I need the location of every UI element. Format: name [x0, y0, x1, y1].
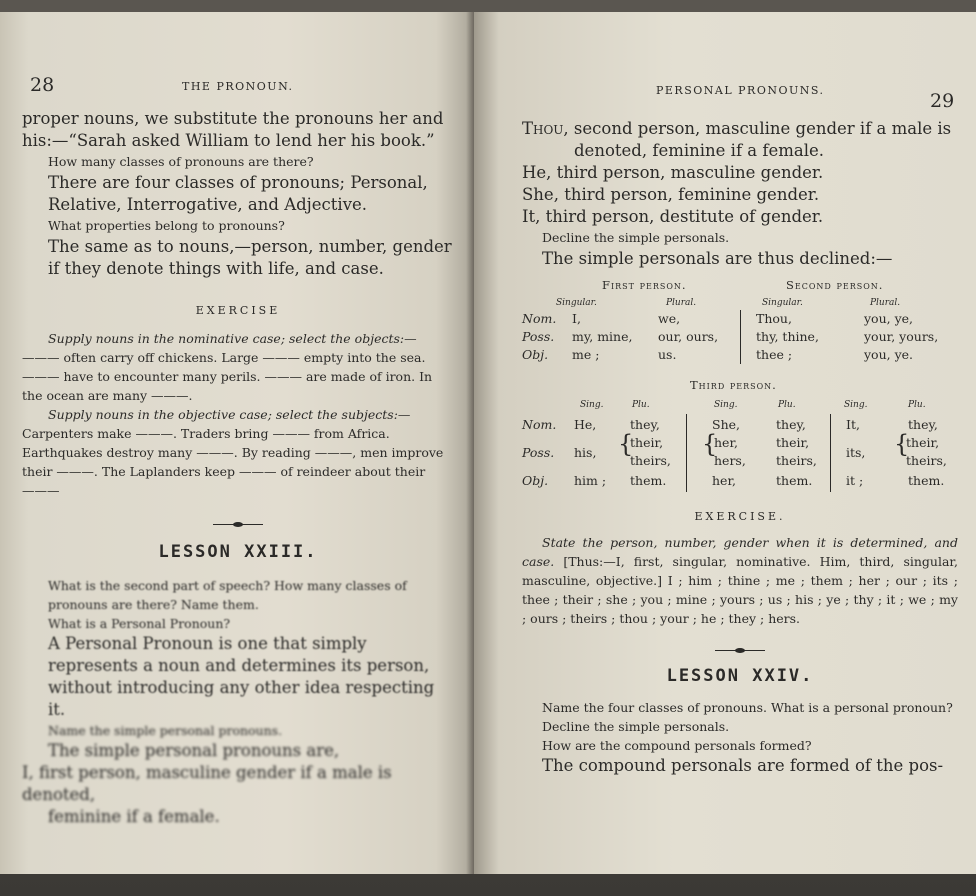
answer: The same as to nouns,—person, number, gender if they denote things with life, and case.	[48, 237, 452, 278]
second-person-header: Second person.	[786, 278, 884, 292]
definition-line	[522, 118, 958, 140]
declension-form: we,	[658, 311, 681, 326]
left-page	[0, 12, 474, 874]
definition-text: third person, feminine gender.	[564, 185, 820, 204]
exercise-text: Carpenters make ———. Traders bring ——— from Africa. Earthquakes destroy many ———. By reading ———, men improve their ———. The Laplanders keep ——— of reindeer about their ———	[22, 426, 444, 498]
text-line: his:—“Sarah asked William to lend her his book.”	[22, 131, 435, 150]
exercise-instruction: State the person, number, gender when it is determined, and case.	[522, 535, 958, 569]
sing-label: Sing.	[580, 400, 604, 410]
answer: The compound personals are formed of the pos-	[542, 756, 944, 775]
plu-label: Plu.	[778, 400, 796, 410]
declension-form: they,	[630, 417, 660, 432]
lesson-title: LESSON XXIII.	[158, 542, 318, 562]
answer: A Personal Pronoun is one that simply represents a noun and determines its person, without introducing any other idea respecting it.	[48, 634, 435, 719]
column-divider	[686, 414, 687, 492]
answer: The simple personal pronouns are,	[48, 741, 340, 760]
declension-form: him ;	[574, 473, 607, 488]
answer: The simple personals are thus declined:—	[542, 249, 893, 268]
plu-label: Plu.	[632, 400, 650, 410]
declension-form: Thou,	[756, 311, 792, 326]
declension-form: them.	[908, 473, 945, 488]
declension-form: theirs,	[906, 453, 947, 468]
exercise-words: I ; him ; thine ; me ; them ; her ; our ; its ; thee ; their ; she ; you ; mine ; yours ; us ; his ; ye ; thy ; it ; we ; my ; ours ; theirs ; thou ; your ; he ; they ; hers.	[522, 573, 958, 626]
case-label: Obj.	[522, 473, 549, 488]
answer-text: first person, masculine gender if a male is denoted,	[22, 763, 392, 804]
exercise-instruction: Supply nouns in the nominative case; select the objects:—	[48, 331, 417, 346]
column-divider	[830, 414, 831, 492]
declension-form: it ;	[846, 473, 864, 488]
declension-form: me ;	[572, 347, 600, 362]
question: Decline the simple personals.	[542, 230, 730, 245]
right-page	[474, 12, 976, 874]
exercise-body	[522, 533, 958, 628]
declension-form: us.	[658, 347, 677, 362]
definition-line	[522, 184, 958, 206]
case-label: Nom.	[522, 417, 557, 432]
declension-form: thee ;	[756, 347, 793, 362]
plural-label: Plural.	[870, 298, 901, 308]
exercise-title: EXERCISE.	[694, 510, 786, 523]
definition-text: second person, masculine gender if a male is	[573, 119, 952, 138]
right-running-head: PERSONAL PRONOUNS.	[656, 84, 825, 97]
declension-table-first-second	[522, 276, 958, 372]
sing-label: Sing.	[844, 400, 868, 410]
pronoun-word: I,	[22, 763, 34, 782]
declension-form: them.	[776, 473, 813, 488]
declension-form: their,	[906, 435, 940, 450]
declension-form: his,	[574, 445, 597, 460]
question: What is the second part of speech? How many classes of pronouns are there? Name them.	[48, 578, 407, 612]
declension-form: her,	[714, 435, 739, 450]
case-label: Poss.	[522, 329, 555, 344]
singular-label: Singular.	[762, 298, 803, 308]
declension-form: its,	[846, 445, 866, 460]
exercise-instruction: Supply nouns in the objective case; select the subjects:—	[48, 407, 411, 422]
exercise-title: EXERCISE	[195, 304, 281, 317]
ornament-divider	[715, 648, 765, 654]
exercise-example: [Thus:—I, first, singular, nominative. Him, third, singular, masculine, objective.]	[522, 554, 958, 588]
declension-form: theirs,	[776, 453, 817, 468]
ornament-divider	[213, 522, 263, 528]
declension-form: her,	[712, 473, 737, 488]
brace: {	[702, 430, 718, 458]
declension-form: your, yours,	[864, 329, 939, 344]
question: Name the four classes of pronouns. What is a personal pronoun? Decline the simple personals.	[542, 700, 953, 734]
exercise-text: ——— often carry off chickens. Large ——— empty into the sea. ——— have to encounter many perils. ——— are made of iron. In the ocean are many ———.	[22, 350, 433, 403]
declension-form: It,	[846, 417, 860, 432]
declension-form: them.	[630, 473, 667, 488]
column-divider	[740, 310, 741, 364]
declension-form: my, mine,	[572, 329, 633, 344]
question: What properties belong to pronouns?	[48, 218, 285, 233]
declension-form: you, ye,	[864, 311, 914, 326]
answer-line: feminine if a female.	[48, 807, 220, 826]
question: Name the simple personal pronouns.	[48, 723, 283, 738]
definition-text: third person, masculine gender.	[556, 163, 824, 182]
text-line: proper nouns, we substitute the pronouns her and	[22, 109, 444, 128]
pronoun-word: He,	[522, 163, 552, 182]
sing-label: Sing.	[714, 400, 738, 410]
declension-form: their,	[630, 435, 664, 450]
definition-text: third person, destitute of gender.	[545, 207, 824, 226]
singular-label: Singular.	[556, 298, 597, 308]
declension-form: our, ours,	[658, 329, 719, 344]
left-page-number: 28	[30, 74, 55, 96]
pronoun-word: She,	[522, 185, 559, 204]
answer: There are four classes of pronouns; Personal, Relative, Interrogative, and Adjective.	[48, 173, 428, 214]
case-label: Poss.	[522, 445, 555, 460]
declension-form: you, ye.	[864, 347, 914, 362]
declension-form: theirs,	[630, 453, 671, 468]
definition-line: denoted, feminine if a female.	[574, 141, 825, 160]
declension-form: hers,	[714, 453, 746, 468]
right-page-number: 29	[930, 90, 955, 112]
definition-line	[522, 206, 958, 228]
declension-form: their,	[776, 435, 810, 450]
brace: {	[618, 430, 634, 458]
pronoun-word: Thou,	[522, 119, 569, 138]
declension-form: She,	[712, 417, 740, 432]
declension-form: He,	[574, 417, 597, 432]
declension-form: I,	[572, 311, 581, 326]
plural-label: Plural.	[666, 298, 697, 308]
question: How are the compound personals formed?	[542, 738, 812, 753]
plu-label: Plu.	[908, 400, 926, 410]
case-label: Obj.	[522, 347, 549, 362]
question: How many classes of pronouns are there?	[48, 154, 314, 169]
brace: {	[894, 430, 910, 458]
declension-form: thy, thine,	[756, 329, 819, 344]
pronoun-word: It,	[522, 207, 541, 226]
third-person-header: Third person.	[690, 378, 777, 392]
question: What is a Personal Pronoun?	[48, 616, 231, 631]
case-label: Nom.	[522, 311, 557, 326]
declension-form: they,	[776, 417, 806, 432]
lesson-title: LESSON XXIV.	[666, 666, 814, 686]
left-running-head: THE PRONOUN.	[182, 80, 294, 93]
definition-line	[522, 162, 958, 184]
first-person-header: First person.	[602, 278, 687, 292]
declension-table-third	[522, 376, 958, 496]
declension-form: they,	[908, 417, 938, 432]
answer-line	[22, 762, 454, 806]
